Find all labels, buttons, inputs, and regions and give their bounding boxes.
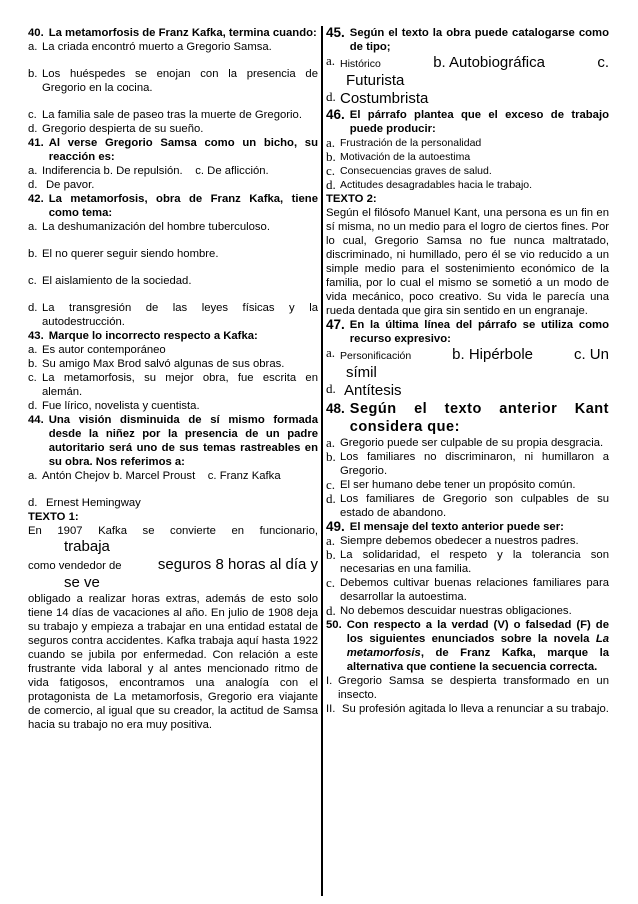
options-abc [326, 54, 609, 72]
option-a [28, 343, 318, 357]
option-d [28, 399, 318, 413]
option-d [326, 492, 609, 520]
question-50 [326, 618, 609, 674]
option-text: La transgresión de las leyes físicas y la autodestrucción. [42, 302, 318, 328]
option-d [326, 604, 609, 618]
option-letter: a. [28, 41, 38, 53]
option-text: Personificación [340, 350, 412, 362]
options-abc [28, 469, 318, 483]
option-letter: c. [28, 275, 37, 287]
option-letter: b. [28, 248, 38, 260]
option-b [326, 450, 609, 478]
option-letter: b. [28, 68, 38, 80]
texto-2-title: TEXTO 2: [326, 193, 377, 205]
option-c [326, 576, 609, 604]
option-row [340, 54, 609, 72]
question-stem [347, 618, 609, 674]
option-letter: a. [326, 53, 336, 68]
option-letter: d. [28, 302, 38, 314]
option-c [28, 274, 318, 288]
question-number: 43. [28, 330, 44, 342]
option-text: Es autor contemporáneo [42, 344, 166, 356]
option-text: b. De repulsión. [103, 165, 183, 177]
option-text: Los familiares de Gregorio son culpables de su estado de abandono. [340, 493, 609, 519]
question-47 [326, 318, 609, 346]
option-text: El no querer seguir siendo hombre. [42, 248, 219, 260]
option-text: Fue lírico, novelista y cuentista. [42, 400, 200, 412]
option-b [28, 67, 318, 95]
question-stem: La metamorfosis de Franz Kafka, termina cuando: [48, 27, 317, 39]
question-number: 50. [326, 619, 342, 631]
option-letter: b. [326, 149, 336, 164]
question-42 [28, 192, 318, 220]
text-segment: seguros 8 horas al día y [157, 556, 318, 573]
option-letter: a. [28, 344, 38, 356]
stem-part: Con respecto a la verdad (V) o falsedad (F) de los siguientes enunciados sobre la novela [346, 619, 609, 645]
option-c [326, 164, 609, 178]
option-letter: b. [326, 449, 336, 464]
option-letter: a. [326, 533, 336, 548]
option-text: La familia sale de paseo tras la muerte de Gregorio. [42, 109, 302, 121]
question-45 [326, 26, 609, 54]
option-letter: d. [28, 400, 38, 412]
option-d [326, 382, 609, 400]
text-segment: como vendedor de [28, 560, 122, 572]
text-segment: En 1907 Kafka se convierte en funcionario, [28, 525, 318, 537]
option-text: c. Un [573, 346, 609, 363]
option-d [28, 301, 318, 329]
option-a [326, 436, 609, 450]
statement-number: I. [326, 675, 333, 687]
option-row [340, 346, 609, 364]
option-d [326, 178, 609, 192]
texto-1-line-1b: trabaja [64, 538, 110, 555]
question-number: 45. [326, 25, 345, 40]
options-abc [28, 164, 318, 178]
option-c-text: Futurista [346, 72, 405, 89]
option-text: b. Hipérbole [452, 346, 534, 363]
option-text: Costumbrista [340, 90, 429, 107]
option-text: Antítesis [344, 382, 402, 399]
texto-2-body: Según el filósofo Manuel Kant, una persona es un fin en sí misma, no un medio para el logro de ciertos fines. Por lo cual, Gregorio Samsa no fue nunca maltratado, discriminado, ni humillado, pero él se vio reducido a un simple medio para el sostenimiento económico de la familia, por lo cual el mismo se sometió a un modo de vida mecánico, poco creativo. Su vida le parecía una rueda dentada que gira sin sentido en un engranaje. [326, 207, 609, 317]
left-column [28, 26, 318, 732]
option-text: b. Marcel Proust [112, 470, 196, 482]
option-b [28, 247, 318, 261]
texto-1-body: obligado a realizar horas extras, además de esto solo tiene 14 días de vacaciones al año. En julio de 1908 deja su trabajo y empieza a trabajar en una entidad estatal de seguros contra accidentes. Kafka trabaja aquí hasta 1922 cuando se jubila por enfermedad. Con relación a este frustrante vida laboral y al antes mencionado ritmo de vida fatigosos, encontramos una analogía con el protagonista de La metamorfosis, Gregorio era viajante de comercio, al igual que su creador, la actitud de Samsa hacia su trabajo no era muy positiva. [28, 593, 318, 731]
statement-number: II. [326, 703, 336, 715]
option-text: La metamorfosis, su mejor obra, fue escrita en alemán. [42, 372, 318, 398]
option-text: La deshumanización del hombre tuberculoso. [42, 221, 270, 233]
option-a [326, 534, 609, 548]
question-41 [28, 136, 318, 164]
option-letter: c. [326, 477, 336, 492]
texto-1-line-1 [28, 524, 318, 538]
option-row [42, 469, 318, 483]
option-d [28, 496, 318, 510]
options-abc [326, 346, 609, 364]
option-text: El ser humano debe tener un propósito común. [340, 479, 576, 491]
option-text: Motivación de la autoestima [340, 151, 471, 163]
option-letter: c. [326, 163, 336, 178]
novel-title: La metamorfosis [346, 633, 609, 659]
option-letter: a. [28, 470, 38, 482]
question-stem: El párrafo plantea que el exceso de trabajo puede producir: [349, 109, 609, 135]
option-text: Gregorio puede ser culpable de su propia desgracia. [340, 437, 604, 449]
option-text: Siempre debemos obedecer a nuestros padres. [340, 535, 579, 547]
question-number: 46. [326, 107, 345, 122]
right-column [326, 26, 609, 716]
option-text: No debemos descuidar nuestras obligaciones. [340, 605, 572, 617]
question-stem: Según el texto la obra puede catalogarse como de tipo; [349, 27, 609, 53]
option-letter: d. [326, 381, 336, 396]
option-a [326, 136, 609, 150]
option-text: Debemos cultivar buenas relaciones familiares para desarrollar la autoestima. [340, 577, 609, 603]
option-letter: d. [28, 497, 38, 509]
option-text: De pavor. [46, 179, 95, 191]
option-letter: c. [326, 575, 336, 590]
question-number: 41. [28, 137, 44, 149]
option-letter: d. [326, 603, 336, 618]
option-text: Ernest Hemingway [46, 497, 141, 509]
option-letter: b. [326, 547, 336, 562]
option-letter: a. [326, 435, 336, 450]
option-a [28, 40, 318, 54]
option-letter: a. [28, 165, 38, 177]
option-letter: a. [326, 135, 336, 150]
option-d [28, 122, 318, 136]
option-text: Su amigo Max Brod salvó algunas de sus obras. [42, 358, 285, 370]
statement-2 [326, 702, 609, 716]
option-text: Histórico [340, 58, 381, 70]
statement-text: Su profesión agitada lo lleva a renunciar a su trabajo. [342, 703, 609, 715]
option-text: La solidaridad, el respeto y la tolerancia son necesarias en una familia. [340, 549, 609, 575]
option-text: c. De aflicción. [195, 165, 269, 177]
question-number: 48. [326, 401, 345, 416]
question-number: 47. [326, 317, 345, 332]
option-text: Los huéspedes se enojan con la presencia de Gregorio en la cocina. [42, 68, 318, 94]
option-text: Consecuencias graves de salud. [340, 165, 492, 177]
option-row [42, 164, 318, 178]
option-letter: b. [28, 358, 38, 370]
option-text: Indiferencia [42, 165, 101, 177]
statement-1 [326, 674, 609, 702]
option-letter: a. [28, 221, 38, 233]
option-text: Antón Chejov [42, 470, 110, 482]
option-letter: d. [326, 491, 336, 506]
option-letter: d. [326, 89, 336, 104]
option-text: Frustración de la personalidad [340, 137, 482, 149]
stem-part: , de Franz Kafka, marque la alternativa que contiene la secuencia correcta. [346, 647, 609, 673]
option-text: Los familiares no discriminaron, ni humillaron a Gregorio. [340, 451, 609, 477]
question-number: 44. [28, 414, 44, 426]
option-d [28, 178, 318, 192]
option-c [28, 371, 318, 399]
question-stem: En la última línea del párrafo se utiliza como recurso expresivo: [349, 319, 609, 345]
question-stem: Una visión disminuida de sí mismo formada desde la niñez por la presencia de un padre autoritario será uno de sus temas rastreables en su obra. Nos referimos a: [48, 414, 318, 468]
option-text: Gregorio despierta de su sueño. [42, 123, 204, 135]
option-letter: d. [28, 179, 38, 191]
texto-1-title: TEXTO 1: [28, 511, 79, 523]
question-number: 49. [326, 519, 345, 534]
statement-text: Gregorio Samsa se despierta transformado en un insecto. [338, 675, 609, 701]
option-letter: d. [326, 177, 336, 192]
question-48 [326, 400, 609, 436]
question-stem: Marque lo incorrecto respecto a Kafka: [48, 330, 258, 342]
option-c [28, 108, 318, 122]
option-text: c. [597, 54, 609, 71]
option-b [326, 548, 609, 576]
option-c [326, 478, 609, 492]
question-43 [28, 329, 318, 343]
option-text: La criada encontró muerto a Gregorio Samsa. [42, 41, 272, 53]
question-number: 42. [28, 193, 44, 205]
question-40 [28, 26, 318, 40]
option-a [28, 220, 318, 234]
option-letter: a. [326, 345, 336, 360]
option-d [326, 90, 609, 108]
option-text: Actitudes desagradables hacia le trabajo. [340, 179, 533, 191]
question-49 [326, 520, 609, 534]
question-number: 40. [28, 27, 44, 39]
option-text: El aislamiento de la sociedad. [42, 275, 192, 287]
option-letter: d. [28, 123, 38, 135]
option-letter: c. [28, 372, 37, 384]
texto-1-line-2c: se ve [64, 574, 100, 591]
option-b [326, 150, 609, 164]
option-text: c. Franz Kafka [207, 470, 281, 482]
question-stem: El mensaje del texto anterior puede ser: [349, 521, 564, 533]
texto-1-line-2 [28, 556, 318, 574]
column-divider [321, 26, 323, 896]
option-letter: c. [28, 109, 37, 121]
question-44 [28, 413, 318, 469]
question-stem: Al verse Gregorio Samsa como un bicho, su reacción es: [48, 137, 318, 163]
question-stem: Según el texto anterior Kant considera que: [349, 401, 609, 435]
question-46 [326, 108, 609, 136]
option-c-text: símil [346, 364, 377, 381]
question-stem: La metamorfosis, obra de Franz Kafka, tiene como tema: [48, 193, 318, 219]
option-text: b. Autobiográfica [433, 54, 545, 71]
option-b [28, 357, 318, 371]
